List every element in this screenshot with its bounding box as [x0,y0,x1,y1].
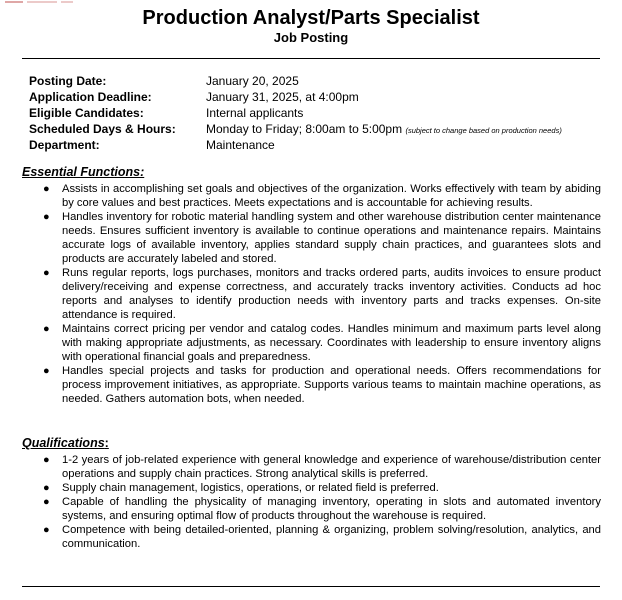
qualifications-heading-colon: : [104,436,109,450]
list-item-text: Competence with being detailed-oriented, planning & organizing, problem solving/resolution, analytics, and communication. [62,524,601,550]
qualifications-list [22,453,604,551]
bullet-dot-icon: ● [43,211,50,223]
detail-row-department [29,137,609,153]
posting-details [29,73,609,153]
list-item [22,266,604,322]
detail-value: Monday to Friday; 8:00am to 5:00pm [206,122,403,136]
detail-note: (subject to change based on production needs) [405,126,562,135]
detail-row-posting-date [29,73,609,89]
list-item [22,523,604,551]
detail-label: Application Deadline: [29,90,152,104]
list-item-text: 1-2 years of job-related experience with general knowledge and experience of warehouse/distribution center operations and supply chain practices. Strong analytical skills is preferred. [62,454,601,480]
list-item [22,495,604,523]
detail-label: Scheduled Days & Hours: [29,122,176,136]
list-item [22,210,604,266]
detail-value: January 31, 2025, at 4:00pm [206,90,359,104]
essential-functions-heading: Essential Functions: [22,165,145,179]
list-item-text: Maintains correct pricing per vendor and catalog codes. Handles minimum and maximum parts level along with making appropriate adjustments, as necessary. Coordinates with leadership to ensure inventory aligns with operational financial goals and preparedness. [62,323,601,363]
bullet-dot-icon: ● [43,365,50,377]
detail-row-scheduled-hours [29,121,609,137]
bullet-dot-icon: ● [43,323,50,335]
list-item-text: Handles inventory for robotic material handling system and other warehouse distribution center maintenance needs. Ensures sufficient inventory is available to continue operations and maintenance repairs. Maintains accurate logs of available inventory, applies standard supply chain practices, and guarantees slots and products are accurately labeled and stored. [62,211,601,265]
qualifications-heading-text: Qualifications [22,436,105,450]
bullet-dot-icon: ● [43,267,50,279]
detail-value: January 20, 2025 [206,74,299,88]
detail-label: Department: [29,138,100,152]
detail-label: Posting Date: [29,74,107,88]
bullet-dot-icon: ● [43,524,50,536]
list-item-text: Runs regular reports, logs purchases, monitors and tracks ordered parts, audits invoices to ensure product delivery/receiving and expense correctness, and accurately tracks inventory activities. Conducts ad hoc reports and analyses to identify production needs with inventory parts and tracks expenses. On-site attendance is required. [62,267,601,321]
list-item-text: Supply chain management, logistics, operations, or related field is preferred. [62,482,439,494]
list-item [22,182,604,210]
list-item [22,322,604,364]
page-title: Production Analyst/Parts Specialist [142,7,480,29]
list-item [22,481,604,495]
detail-value: Maintenance [206,138,275,152]
list-item-text: Capable of handling the physicality of managing inventory, operating in slots and automated inventory systems, and ensuring optimal flow of products throughout the warehouse is required. [62,496,601,522]
bottom-divider [22,586,600,587]
detail-row-eligible-candidates [29,105,609,121]
list-item [22,453,604,481]
detail-value: Internal applicants [206,106,304,120]
bullet-dot-icon: ● [43,496,50,508]
detail-row-application-deadline [29,89,609,105]
bullet-dot-icon: ● [43,183,50,195]
essential-functions-list [22,182,604,406]
list-item-text: Handles special projects and tasks for production and operational needs. Offers recommendations for process improvement initiatives, as appropriate. Supports various teams to maintain machine operations, as needed. Gathers automation bots, when needed. [62,365,601,405]
qualifications-heading [22,436,109,451]
bullet-dot-icon: ● [43,482,50,494]
detail-label: Eligible Candidates: [29,106,144,120]
company-logo [5,0,75,4]
page-subtitle: Job Posting [273,30,349,45]
top-divider [22,58,600,59]
bullet-dot-icon: ● [43,454,50,466]
list-item-text: Assists in accomplishing set goals and objectives of the organization. Works effectively with team by abiding by core values and best practices. Meets expectations and is accountable for achieving results. [62,183,601,209]
list-item [22,364,604,406]
